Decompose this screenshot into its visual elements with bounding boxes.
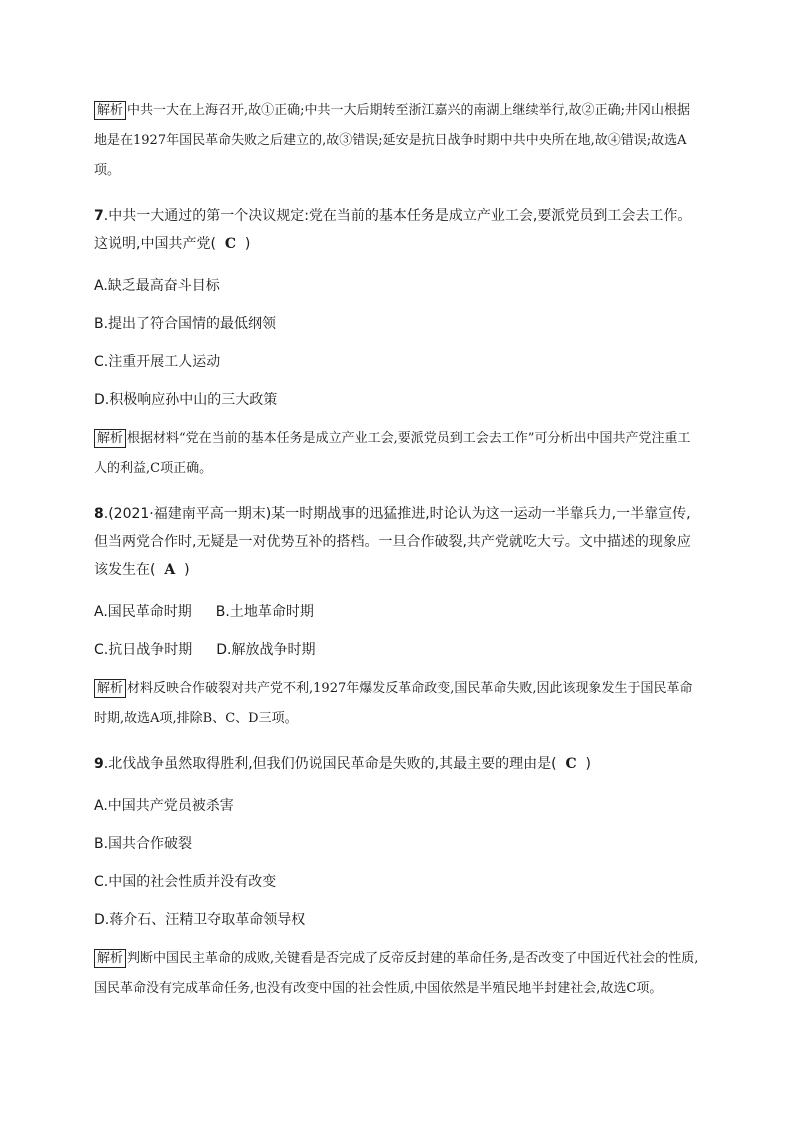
q9-option-b: B.国共合作破裂 (94, 836, 193, 852)
q8-option-d: D.解放战争时期 (216, 642, 316, 658)
q7-option-b: B.提出了符合国情的最低纲领 (94, 316, 277, 332)
q7-option-a: A.缺乏最高奋斗目标 (94, 278, 220, 294)
analysis-tag: 解析 (94, 679, 126, 698)
q7-option-c: C.注重开展工人运动 (94, 354, 221, 370)
q9-answer: C (565, 756, 577, 772)
q8-option-c: C.抗日战争时期 (94, 642, 193, 658)
q8-analysis (94, 674, 702, 734)
q8-analysis-text: 材料反映合作破裂对共产党不利,1927年爆发反革命政变,国民革命失败,因此该现象发生于国民革命时期,故选A项,排除B、C、D三项。 (94, 681, 693, 726)
q9-option-a: A.中国共产党员被杀害 (94, 798, 234, 814)
q7-stem-text: .中共一大通过的第一个决议规定:党在当前的基本任务是成立产业工会,要派党员到工会去工作。这说明,中国共产党( (94, 208, 692, 252)
q9-stem-text: .北伐战争虽然取得胜利,但我们仍说国民革命是失败的,其最主要的理由是( (103, 756, 557, 772)
q9-analysis-text: 判断中国民主革命的成败,关键看是否完成了反帝反封建的革命任务,是否改变了中国近代社会的性质,国民革命没有完成革命任务,也没有改变中国的社会性质,中国依然是半殖民地半封建社会,故选C项。 (94, 951, 699, 996)
analysis-tag: 解析 (94, 949, 126, 968)
question-8 (94, 500, 702, 734)
q9-option-c: C.中国的社会性质并没有改变 (94, 874, 277, 890)
q7-analysis (94, 424, 702, 484)
q7-number: 7 (94, 208, 104, 224)
q9-number: 9 (94, 756, 104, 772)
q9-stem (94, 750, 702, 778)
q6-analysis (94, 96, 702, 186)
q7-close: ) (244, 236, 251, 252)
q9-analysis (94, 944, 702, 1004)
document-page (94, 96, 702, 1010)
q7-analysis-text: 根据材料“党在当前的基本任务是成立产业工会,要派党员到工会去工作”可分析出中国共产党注重工人的利益,C项正确。 (94, 431, 691, 476)
q9-close: ) (585, 756, 591, 772)
q8-stem-text: .(2021·福建南平高一期末)某一时期战事的迅猛推进,时论认为这一运动一半靠兵力,一半靠宣传,但当两党合作时,无疑是一对优势互补的搭档。一旦合作破裂,共产党就吃大亏。文中描述的现象应该发生在( (94, 506, 691, 578)
question-9 (94, 750, 702, 1004)
q8-option-a: A.国民革命时期 (94, 604, 192, 620)
q8-options-row-2 (94, 640, 702, 660)
q8-stem (94, 500, 702, 584)
q7-option-d: D.积极响应孙中山的三大政策 (94, 392, 278, 408)
q8-option-b: B.土地革命时期 (215, 604, 314, 620)
q7-stem (94, 202, 702, 258)
q8-number: 8 (94, 506, 104, 522)
q7-answer: C (224, 236, 236, 252)
q8-close: ) (184, 562, 190, 578)
q9-option-d: D.蒋介石、汪精卫夺取革命领导权 (94, 912, 306, 928)
q8-options-row-1 (94, 602, 702, 622)
analysis-tag: 解析 (94, 429, 126, 448)
q8-answer: A (164, 562, 176, 578)
analysis-tag: 解析 (94, 101, 126, 120)
q6-analysis-text: 中共一大在上海召开,故①正确;中共一大后期转至浙江嘉兴的南湖上继续举行,故②正确;井冈山根据地是在1927年国民革命失败之后建立的,故③错误;延安是抗日战争时期中共中央所在地,故④错误;故选A项。 (94, 103, 691, 178)
question-7 (94, 202, 702, 484)
